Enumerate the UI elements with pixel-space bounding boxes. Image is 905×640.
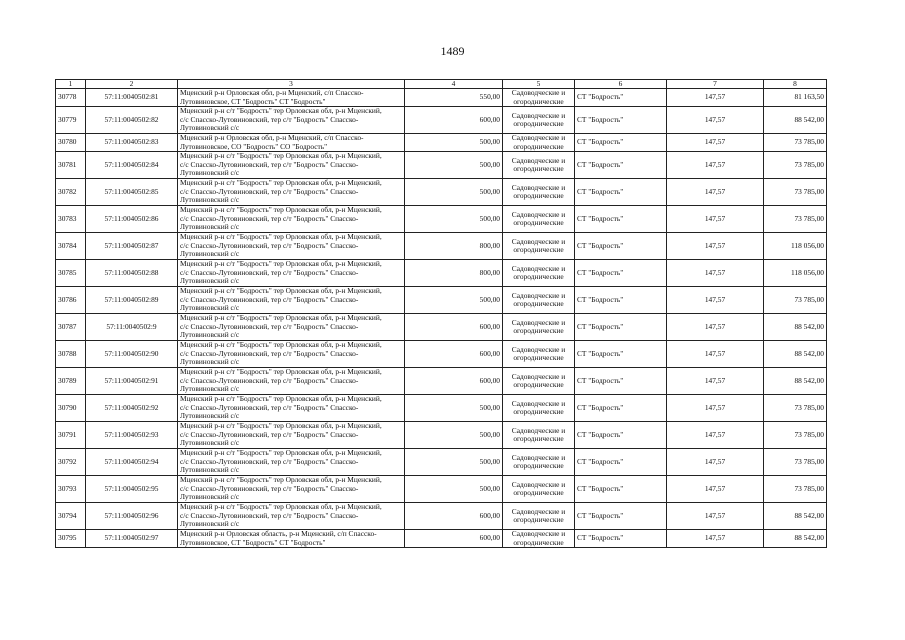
table-row bbox=[56, 134, 827, 152]
table-row bbox=[56, 260, 827, 287]
address-line: с/с Спасско-Лутовиновский, тер с/т "Бодрость" Спасско- bbox=[180, 114, 359, 124]
organization-cell: СТ "Бодрость" bbox=[575, 134, 667, 152]
cadastral-value-cell: 81 163,50 bbox=[764, 89, 827, 107]
organization-cell: СТ "Бодрость" bbox=[575, 260, 667, 287]
table-row bbox=[56, 233, 827, 260]
organization-cell: СТ "Бодрость" bbox=[575, 107, 667, 134]
address-cell bbox=[178, 179, 405, 206]
table-row bbox=[56, 368, 827, 395]
land-use-line: Садоводческие и bbox=[511, 236, 566, 246]
address-line: Мценский р-н с/т "Бодрость" тер Орловская обл, р-н Мценский, bbox=[180, 286, 382, 296]
address-cell bbox=[178, 206, 405, 233]
land-use-line: огороднические bbox=[513, 434, 564, 443]
organization-cell: СТ "Бодрость" bbox=[575, 152, 667, 179]
address-line: с/с Спасско-Лутовиновский, тер с/т "Бодрость" Спасско- bbox=[180, 483, 359, 493]
land-use-cell bbox=[503, 179, 575, 206]
land-use-line: огороднические bbox=[513, 515, 564, 524]
table-row bbox=[56, 341, 827, 368]
land-use-line: Садоводческие и bbox=[511, 425, 566, 435]
table-row bbox=[56, 107, 827, 134]
address-line: Мценский р-н с/т "Бодрость" тер Орловская обл, р-н Мценский, bbox=[180, 178, 382, 188]
record-number-cell: 30795 bbox=[56, 530, 86, 548]
address-line: Мценский р-н с/т "Бодрость" тер Орловская обл, р-н Мценский, bbox=[180, 394, 382, 404]
area-cell: 500,00 bbox=[405, 449, 503, 476]
area-cell: 800,00 bbox=[405, 260, 503, 287]
address-cell bbox=[178, 287, 405, 314]
record-number-cell: 30788 bbox=[56, 341, 86, 368]
land-use-line: огороднические bbox=[513, 488, 564, 497]
address-line: Мценский р-н с/т "Бодрость" тер Орловская обл, р-н Мценский, bbox=[180, 367, 382, 377]
land-use-line: Садоводческие и bbox=[511, 155, 566, 165]
cadastral-number-cell: 57:11:0040502:9 bbox=[86, 314, 178, 341]
address-cell bbox=[178, 530, 405, 548]
land-use-line: Садоводческие и bbox=[511, 290, 566, 300]
land-use-cell bbox=[503, 503, 575, 530]
land-use-line: Садоводческие и bbox=[511, 398, 566, 408]
address-line: Лутовиновский с/с bbox=[180, 168, 240, 178]
area-cell: 550,00 bbox=[405, 89, 503, 107]
address-line: с/с Спасско-Лутовиновский, тер с/т "Бодрость" Спасско- bbox=[180, 429, 359, 439]
land-use-line: Садоводческие и bbox=[511, 133, 566, 143]
address-cell bbox=[178, 503, 405, 530]
address-line: с/с Спасско-Лутовиновский, тер с/т "Бодрость" Спасско- bbox=[180, 213, 359, 223]
address-line: с/с Спасско-Лутовиновский, тер с/т "Бодрость" Спасско- bbox=[180, 321, 359, 331]
address-line: с/с Спасско-Лутовиновский, тер с/т "Бодрость" Спасско- bbox=[180, 159, 359, 169]
column-header: 7 bbox=[667, 80, 764, 89]
specific-value-cell: 147,57 bbox=[667, 368, 764, 395]
cadastral-number-cell: 57:11:0040502:84 bbox=[86, 152, 178, 179]
address-cell bbox=[178, 233, 405, 260]
area-cell: 600,00 bbox=[405, 530, 503, 548]
cadastral-number-cell: 57:11:0040502:96 bbox=[86, 503, 178, 530]
cadastral-number-cell: 57:11:0040502:81 bbox=[86, 89, 178, 107]
land-use-line: Садоводческие и bbox=[511, 209, 566, 219]
land-use-cell bbox=[503, 260, 575, 287]
address-line: Мценский р-н с/т "Бодрость" тер Орловская обл, р-н Мценский, bbox=[180, 421, 382, 431]
address-cell bbox=[178, 134, 405, 152]
cadastral-number-cell: 57:11:0040502:83 bbox=[86, 134, 178, 152]
cadastral-value-cell: 88 542,00 bbox=[764, 314, 827, 341]
table-row bbox=[56, 89, 827, 107]
land-use-line: огороднические bbox=[513, 537, 564, 547]
land-use-line: огороднические bbox=[513, 380, 564, 389]
record-number-cell: 30784 bbox=[56, 233, 86, 260]
table-row bbox=[56, 503, 827, 530]
specific-value-cell: 147,57 bbox=[667, 314, 764, 341]
cadastral-value-cell: 73 785,00 bbox=[764, 134, 827, 152]
area-cell: 500,00 bbox=[405, 476, 503, 503]
address-line: Лутовиновский с/с bbox=[180, 384, 240, 394]
table-row bbox=[56, 530, 827, 548]
specific-value-cell: 147,57 bbox=[667, 287, 764, 314]
specific-value-cell: 147,57 bbox=[667, 206, 764, 233]
table-row bbox=[56, 476, 827, 503]
table-row bbox=[56, 206, 827, 233]
land-use-cell bbox=[503, 530, 575, 548]
area-cell: 500,00 bbox=[405, 152, 503, 179]
land-use-line: Садоводческие и bbox=[511, 110, 566, 120]
cadastral-value-cell: 73 785,00 bbox=[764, 179, 827, 206]
address-cell bbox=[178, 476, 405, 503]
land-use-cell bbox=[503, 341, 575, 368]
table-row bbox=[56, 314, 827, 341]
cadastral-value-cell: 118 056,00 bbox=[764, 260, 827, 287]
specific-value-cell: 147,57 bbox=[667, 395, 764, 422]
address-line: Лутовиновский с/с bbox=[180, 249, 240, 259]
address-cell bbox=[178, 260, 405, 287]
address-line: Лутовиновский с/с bbox=[180, 330, 240, 340]
specific-value-cell: 147,57 bbox=[667, 179, 764, 206]
cadastral-number-cell: 57:11:0040502:94 bbox=[86, 449, 178, 476]
address-line: Мценский р-н с/т "Бодрость" тер Орловская обл, р-н Мценский, bbox=[180, 502, 382, 512]
table-row bbox=[56, 287, 827, 314]
land-use-cell bbox=[503, 206, 575, 233]
organization-cell: СТ "Бодрость" bbox=[575, 206, 667, 233]
address-line: с/с Спасско-Лутовиновский, тер с/т "Бодрость" Спасско- bbox=[180, 402, 359, 412]
organization-cell: СТ "Бодрость" bbox=[575, 233, 667, 260]
land-use-line: огороднические bbox=[513, 407, 564, 416]
specific-value-cell: 147,57 bbox=[667, 530, 764, 548]
cadastral-value-cell: 73 785,00 bbox=[764, 449, 827, 476]
land-use-line: огороднические bbox=[513, 353, 564, 362]
specific-value-cell: 147,57 bbox=[667, 341, 764, 368]
area-cell: 500,00 bbox=[405, 179, 503, 206]
record-number-cell: 30781 bbox=[56, 152, 86, 179]
specific-value-cell: 147,57 bbox=[667, 134, 764, 152]
land-use-line: огороднические bbox=[513, 119, 564, 128]
area-cell: 500,00 bbox=[405, 287, 503, 314]
address-cell bbox=[178, 422, 405, 449]
organization-cell: СТ "Бодрость" bbox=[575, 287, 667, 314]
record-number-cell: 30794 bbox=[56, 503, 86, 530]
land-use-line: огороднические bbox=[513, 218, 564, 227]
record-number-cell: 30790 bbox=[56, 395, 86, 422]
land-use-cell bbox=[503, 89, 575, 107]
cadastral-number-cell: 57:11:0040502:90 bbox=[86, 341, 178, 368]
column-header: 6 bbox=[575, 80, 667, 89]
land-use-cell bbox=[503, 107, 575, 134]
specific-value-cell: 147,57 bbox=[667, 476, 764, 503]
cadastral-value-cell: 88 542,00 bbox=[764, 503, 827, 530]
land-use-line: Садоводческие и bbox=[511, 506, 566, 516]
organization-cell: СТ "Бодрость" bbox=[575, 476, 667, 503]
cadastral-number-cell: 57:11:0040502:87 bbox=[86, 233, 178, 260]
column-header: 1 bbox=[56, 80, 86, 89]
land-use-line: Садоводческие и bbox=[511, 344, 566, 354]
address-line: Лутовиновское, СО "Бодрость" СО "Бодрость" bbox=[180, 141, 328, 151]
area-cell: 600,00 bbox=[405, 503, 503, 530]
address-line: Лутовиновский с/с bbox=[180, 276, 240, 286]
specific-value-cell: 147,57 bbox=[667, 89, 764, 107]
address-line: Мценский р-н с/т "Бодрость" тер Орловская обл, р-н Мценский, bbox=[180, 151, 382, 161]
address-cell bbox=[178, 152, 405, 179]
address-line: Мценский р-н с/т "Бодрость" тер Орловская обл, р-н Мценский, bbox=[180, 340, 382, 350]
page-number: 1489 bbox=[440, 44, 465, 58]
cadastral-number-cell: 57:11:0040502:88 bbox=[86, 260, 178, 287]
area-cell: 500,00 bbox=[405, 134, 503, 152]
address-cell bbox=[178, 107, 405, 134]
column-header: 5 bbox=[503, 80, 575, 89]
address-line: Лутовиновский с/с bbox=[180, 222, 240, 232]
organization-cell: СТ "Бодрость" bbox=[575, 179, 667, 206]
organization-cell: СТ "Бодрость" bbox=[575, 422, 667, 449]
specific-value-cell: 147,57 bbox=[667, 152, 764, 179]
address-line: Лутовиновский с/с bbox=[180, 438, 240, 448]
address-line: Лутовиновский с/с bbox=[180, 492, 240, 502]
record-number-cell: 30793 bbox=[56, 476, 86, 503]
address-line: с/с Спасско-Лутовиновский, тер с/т "Бодрость" Спасско- bbox=[180, 240, 359, 250]
table-header-row bbox=[56, 80, 827, 89]
specific-value-cell: 147,57 bbox=[667, 422, 764, 449]
land-use-cell bbox=[503, 152, 575, 179]
land-use-line: огороднические bbox=[513, 299, 564, 308]
address-line: Мценский р-н с/т "Бодрость" тер Орловская обл, р-н Мценский, bbox=[180, 259, 382, 269]
land-use-cell bbox=[503, 449, 575, 476]
land-use-line: Садоводческие и bbox=[511, 529, 566, 539]
address-line: Мценский р-н с/т "Бодрость" тер Орловская обл, р-н Мценский, bbox=[180, 475, 382, 485]
land-use-line: Садоводческие и bbox=[511, 182, 566, 192]
column-header: 2 bbox=[86, 80, 178, 89]
cadastral-value-cell: 73 785,00 bbox=[764, 476, 827, 503]
organization-cell: СТ "Бодрость" bbox=[575, 341, 667, 368]
cadastral-number-cell: 57:11:0040502:95 bbox=[86, 476, 178, 503]
specific-value-cell: 147,57 bbox=[667, 107, 764, 134]
record-number-cell: 30787 bbox=[56, 314, 86, 341]
address-line: Мценский р-н Орловская обл, р-н Мценский, с/п Спасско- bbox=[180, 133, 364, 143]
address-line: Мценский р-н с/т "Бодрость" тер Орловская обл, р-н Мценский, bbox=[180, 448, 382, 458]
cadastral-number-cell: 57:11:0040502:86 bbox=[86, 206, 178, 233]
cadastral-value-cell: 118 056,00 bbox=[764, 233, 827, 260]
address-cell bbox=[178, 341, 405, 368]
cadastral-number-cell: 57:11:0040502:91 bbox=[86, 368, 178, 395]
address-line: с/с Спасско-Лутовиновский, тер с/т "Бодрость" Спасско- bbox=[180, 348, 359, 358]
land-use-cell bbox=[503, 422, 575, 449]
land-use-line: Садоводческие и bbox=[511, 452, 566, 462]
address-line: Лутовиновский с/с bbox=[180, 465, 240, 475]
specific-value-cell: 147,57 bbox=[667, 449, 764, 476]
land-use-cell bbox=[503, 476, 575, 503]
record-number-cell: 30786 bbox=[56, 287, 86, 314]
area-cell: 600,00 bbox=[405, 368, 503, 395]
specific-value-cell: 147,57 bbox=[667, 233, 764, 260]
area-cell: 600,00 bbox=[405, 107, 503, 134]
cadastral-value-cell: 73 785,00 bbox=[764, 152, 827, 179]
record-number-cell: 30792 bbox=[56, 449, 86, 476]
address-cell bbox=[178, 89, 405, 107]
cadastral-number-cell: 57:11:0040502:82 bbox=[86, 107, 178, 134]
cadastral-value-cell: 73 785,00 bbox=[764, 395, 827, 422]
cadastral-number-cell: 57:11:0040502:93 bbox=[86, 422, 178, 449]
cadastral-value-cell: 88 542,00 bbox=[764, 368, 827, 395]
address-line: Мценский р-н с/т "Бодрость" тер Орловская обл, р-н Мценский, bbox=[180, 106, 382, 116]
cadastral-value-cell: 88 542,00 bbox=[764, 341, 827, 368]
address-line: с/с Спасско-Лутовиновский, тер с/т "Бодрость" Спасско- bbox=[180, 267, 359, 277]
cadastral-number-cell: 57:11:0040502:97 bbox=[86, 530, 178, 548]
address-line: Мценский р-н Орловская область, р-н Мценский, с/п Спасско- bbox=[180, 529, 377, 539]
record-number-cell: 30778 bbox=[56, 89, 86, 107]
record-number-cell: 30791 bbox=[56, 422, 86, 449]
organization-cell: СТ "Бодрость" bbox=[575, 314, 667, 341]
cadastral-number-cell: 57:11:0040502:85 bbox=[86, 179, 178, 206]
land-use-line: Садоводческие и bbox=[511, 263, 566, 273]
specific-value-cell: 147,57 bbox=[667, 503, 764, 530]
specific-value-cell: 147,57 bbox=[667, 260, 764, 287]
cadastral-value-cell: 73 785,00 bbox=[764, 422, 827, 449]
cadastral-number-cell: 57:11:0040502:92 bbox=[86, 395, 178, 422]
cadastral-value-cell: 73 785,00 bbox=[764, 206, 827, 233]
column-header: 4 bbox=[405, 80, 503, 89]
table-row bbox=[56, 179, 827, 206]
table-row bbox=[56, 395, 827, 422]
area-cell: 600,00 bbox=[405, 341, 503, 368]
land-use-line: огороднические bbox=[513, 164, 564, 173]
record-number-cell: 30789 bbox=[56, 368, 86, 395]
address-cell bbox=[178, 395, 405, 422]
land-use-cell bbox=[503, 134, 575, 152]
cadastral-value-cell: 88 542,00 bbox=[764, 107, 827, 134]
address-line: с/с Спасско-Лутовиновский, тер с/т "Бодрость" Спасско- bbox=[180, 186, 359, 196]
table-row bbox=[56, 422, 827, 449]
land-use-line: Садоводческие и bbox=[511, 88, 566, 98]
land-use-line: огороднические bbox=[513, 272, 564, 281]
address-line: Лутовиновское, СТ "Бодрость" СТ "Бодрость" bbox=[180, 537, 326, 547]
land-use-line: огороднические bbox=[513, 461, 564, 470]
cadastral-value-cell: 73 785,00 bbox=[764, 287, 827, 314]
address-cell bbox=[178, 449, 405, 476]
address-line: Лутовиновский с/с bbox=[180, 519, 240, 529]
address-line: Мценский р-н Орловская обл, р-н Мценский, с/п Спасско- bbox=[180, 88, 364, 98]
record-number-cell: 30783 bbox=[56, 206, 86, 233]
address-line: с/с Спасско-Лутовиновский, тер с/т "Бодрость" Спасско- bbox=[180, 456, 359, 466]
land-use-cell bbox=[503, 233, 575, 260]
land-use-line: огороднические bbox=[513, 141, 564, 151]
record-number-cell: 30780 bbox=[56, 134, 86, 152]
address-line: с/с Спасско-Лутовиновский, тер с/т "Бодрость" Спасско- bbox=[180, 294, 359, 304]
land-use-line: огороднические bbox=[513, 245, 564, 254]
address-cell bbox=[178, 368, 405, 395]
address-line: Лутовиновское, СТ "Бодрость" СТ "Бодрость" bbox=[180, 96, 326, 106]
address-line: Мценский р-н с/т "Бодрость" тер Орловская обл, р-н Мценский, bbox=[180, 313, 382, 323]
table-row bbox=[56, 152, 827, 179]
area-cell: 800,00 bbox=[405, 233, 503, 260]
area-cell: 600,00 bbox=[405, 314, 503, 341]
record-number-cell: 30782 bbox=[56, 179, 86, 206]
column-header: 8 bbox=[764, 80, 827, 89]
address-line: Лутовиновский с/с bbox=[180, 411, 240, 421]
land-use-line: огороднические bbox=[513, 96, 564, 106]
organization-cell: СТ "Бодрость" bbox=[575, 368, 667, 395]
address-line: Лутовиновский с/с bbox=[180, 123, 240, 133]
address-cell bbox=[178, 314, 405, 341]
land-use-line: Садоводческие и bbox=[511, 479, 566, 489]
land-use-line: Садоводческие и bbox=[511, 317, 566, 327]
organization-cell: СТ "Бодрость" bbox=[575, 449, 667, 476]
organization-cell: СТ "Бодрость" bbox=[575, 395, 667, 422]
land-use-line: огороднические bbox=[513, 326, 564, 335]
organization-cell: СТ "Бодрость" bbox=[575, 530, 667, 548]
land-use-cell bbox=[503, 395, 575, 422]
address-line: Лутовиновский с/с bbox=[180, 303, 240, 313]
land-use-cell bbox=[503, 287, 575, 314]
address-line: с/с Спасско-Лутовиновский, тер с/т "Бодрость" Спасско- bbox=[180, 375, 359, 385]
land-use-line: Садоводческие и bbox=[511, 371, 566, 381]
address-line: с/с Спасско-Лутовиновский, тер с/т "Бодрость" Спасско- bbox=[180, 510, 359, 520]
record-number-cell: 30779 bbox=[56, 107, 86, 134]
land-use-line: огороднические bbox=[513, 191, 564, 200]
organization-cell: СТ "Бодрость" bbox=[575, 503, 667, 530]
area-cell: 500,00 bbox=[405, 395, 503, 422]
record-number-cell: 30785 bbox=[56, 260, 86, 287]
land-use-cell bbox=[503, 368, 575, 395]
address-line: Лутовиновский с/с bbox=[180, 357, 240, 367]
organization-cell: СТ "Бодрость" bbox=[575, 89, 667, 107]
land-use-cell bbox=[503, 314, 575, 341]
table-row bbox=[56, 449, 827, 476]
address-line: Мценский р-н с/т "Бодрость" тер Орловская обл, р-н Мценский, bbox=[180, 232, 382, 242]
column-header: 3 bbox=[178, 80, 405, 89]
cadastral-number-cell: 57:11:0040502:89 bbox=[86, 287, 178, 314]
area-cell: 500,00 bbox=[405, 206, 503, 233]
area-cell: 500,00 bbox=[405, 422, 503, 449]
cadastral-value-cell: 88 542,00 bbox=[764, 530, 827, 548]
address-line: Мценский р-н с/т "Бодрость" тер Орловская обл, р-н Мценский, bbox=[180, 205, 382, 215]
address-line: Лутовиновский с/с bbox=[180, 195, 240, 205]
land-registry-table bbox=[55, 79, 827, 548]
